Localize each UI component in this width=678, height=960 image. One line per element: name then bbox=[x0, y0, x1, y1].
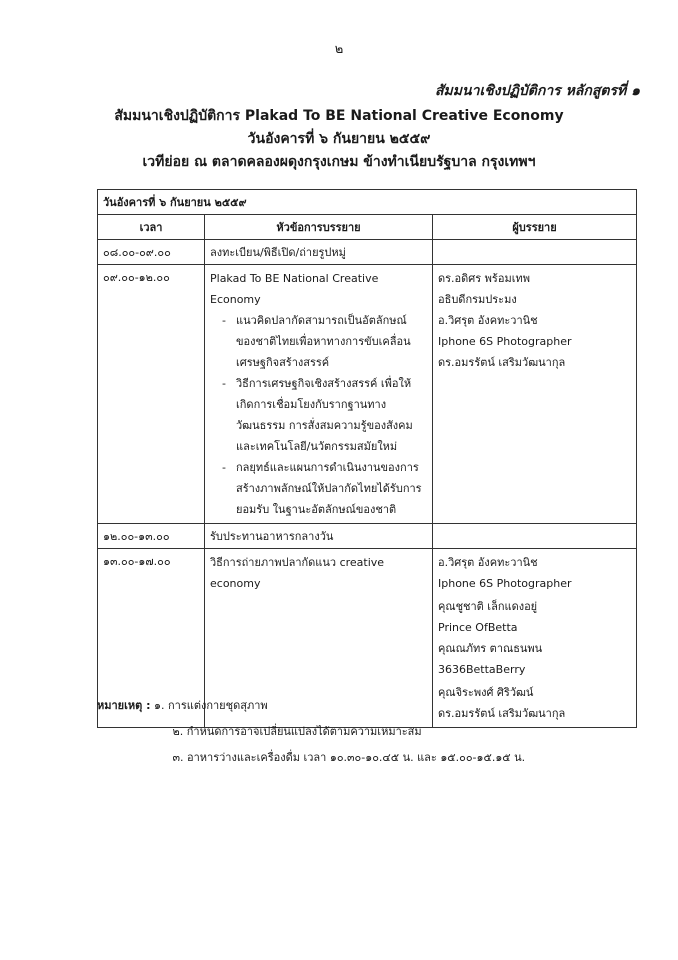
topic-line: economy bbox=[210, 577, 261, 590]
topic-cell: ลงทะเบียน/พิธีเปิด/ถ่ายรูปหมู่ bbox=[205, 240, 433, 265]
remarks-label: หมายเหตุ : bbox=[97, 699, 151, 712]
header-row bbox=[98, 215, 637, 240]
speaker-line: อ.วิศรุต อังคทะวานิช bbox=[438, 314, 538, 327]
time-cell: ๑๓.๐๐-๑๗.๐๐ bbox=[98, 549, 205, 728]
subtopic-line: แนวคิดปลากัดสามารถเป็นอัตลักษณ์ bbox=[236, 314, 407, 327]
topic-title-line: Plakad To BE National Creative bbox=[210, 272, 379, 285]
page-number: ๒ bbox=[334, 42, 344, 57]
subtopic-line: และเทคโนโลยี/นวัตกรรมสมัยใหม่ bbox=[236, 440, 398, 453]
topic-title-line: Economy bbox=[210, 293, 261, 306]
topic-cell: รับประทานอาหารกลางวัน bbox=[205, 524, 433, 549]
time-cell: ๐๙.๐๐-๑๒.๐๐ bbox=[98, 265, 205, 524]
list-item bbox=[210, 457, 427, 520]
col-header-topic: หัวข้อการบรรยาย bbox=[205, 215, 433, 240]
speaker-line: คุณณภัทร ตาณธนพน bbox=[438, 642, 543, 655]
seminar-title: สัมมนาเชิงปฏิบัติการ Plakad To BE National Creative Economy bbox=[114, 108, 564, 124]
list-item bbox=[210, 373, 427, 457]
remark-item: ๓. อาหารว่างและเครื่องดื่ม เวลา ๑๐.๓๐-๑๐.๔๕ น. และ ๑๕.๐๐-๑๕.๑๕ น. bbox=[172, 751, 526, 764]
subtopic-line: ยอมรับ ในฐานะอัตลักษณ์ของชาติ bbox=[236, 503, 397, 516]
topic-line: วิธีการถ่ายภาพปลากัดแนว creative bbox=[210, 556, 385, 569]
speaker-line: ดร.อมรรัตน์ เสริมวัฒนากุล bbox=[438, 356, 566, 369]
day-row bbox=[98, 190, 637, 215]
remark-item: ๒. กำหนดการอาจเปลี่ยนแปลงได้ตามความเหมาะสม bbox=[172, 725, 422, 738]
time-cell: ๐๘.๐๐-๐๙.๐๐ bbox=[98, 240, 205, 265]
subtopic-line: กลยุทธ์และแผนการดำเนินงานของการ bbox=[236, 461, 419, 474]
table-row bbox=[98, 240, 637, 265]
subtopic-line: วัฒนธรรม การสั่งสมความรู้ของสังคม bbox=[236, 419, 413, 432]
subtopic-list bbox=[210, 310, 427, 520]
speaker-line: ดร.อดิศร พร้อมเทพ bbox=[438, 272, 530, 285]
speaker-line: ดร.อมรรัตน์ เสริมวัฒนากุล bbox=[438, 707, 566, 720]
speaker-cell bbox=[433, 240, 637, 265]
seminar-venue: เวทีย่อย ณ ตลาดคลองผดุงกรุงเกษม ข้างทำเนียบรัฐบาล กรุงเทพฯ bbox=[142, 154, 536, 170]
time-cell: ๑๒.๐๐-๑๓.๐๐ bbox=[98, 524, 205, 549]
speaker-line: คุณจิระพงศ์ ศิริวัฒน์ bbox=[438, 686, 534, 699]
bullet-dash: - bbox=[222, 377, 226, 390]
col-header-speaker: ผู้บรรยาย bbox=[433, 215, 637, 240]
subtopic-line: ของชาติไทยเพื่อหาทางการขับเคลื่อน bbox=[236, 335, 411, 348]
speaker-line: อธิบดีกรมประมง bbox=[438, 293, 517, 306]
col-header-time: เวลา bbox=[98, 215, 205, 240]
seminar-date: วันอังคารที่ ๖ กันยายน ๒๕๕๙ bbox=[247, 131, 431, 147]
day-label: วันอังคารที่ ๖ กันยายน ๒๕๕๙ bbox=[98, 190, 637, 215]
list-item bbox=[210, 310, 427, 373]
speaker-line: คุณชูชาติ เล็กแดงอยู่ bbox=[438, 600, 538, 613]
topic-cell bbox=[205, 265, 433, 524]
speaker-line: อ.วิศรุต อังคทะวานิช bbox=[438, 556, 538, 569]
speaker-cell bbox=[433, 524, 637, 549]
table-row bbox=[98, 265, 637, 524]
bullet-dash: - bbox=[222, 461, 226, 474]
speaker-line: Iphone 6S Photographer bbox=[438, 577, 572, 590]
bullet-dash: - bbox=[222, 314, 226, 327]
speaker-line: Prince OfBetta bbox=[438, 621, 518, 634]
subtopic-line: เศรษฐกิจสร้างสรรค์ bbox=[236, 356, 330, 369]
subtopic-line: เกิดการเชื่อมโยงกับรากฐานทาง bbox=[236, 398, 387, 411]
table-row bbox=[98, 524, 637, 549]
schedule-table bbox=[97, 189, 637, 728]
speaker-line: Iphone 6S Photographer bbox=[438, 335, 572, 348]
speaker-line: 3636BettaBerry bbox=[438, 663, 526, 676]
subtopic-line: สร้างภาพลักษณ์ให้ปลากัดไทยได้รับการ bbox=[236, 482, 422, 495]
remarks bbox=[97, 693, 657, 771]
speaker-cell bbox=[433, 265, 637, 524]
subtopic-line: วิธีการเศรษฐกิจเชิงสร้างสรรค์ เพื่อให้ bbox=[236, 377, 412, 390]
remark-item: ๑. การแต่งกายชุดสุภาพ bbox=[154, 699, 268, 712]
course-kicker: สัมมนาเชิงปฏิบัติการ หลักสูตรที่ ๑ bbox=[435, 83, 640, 99]
